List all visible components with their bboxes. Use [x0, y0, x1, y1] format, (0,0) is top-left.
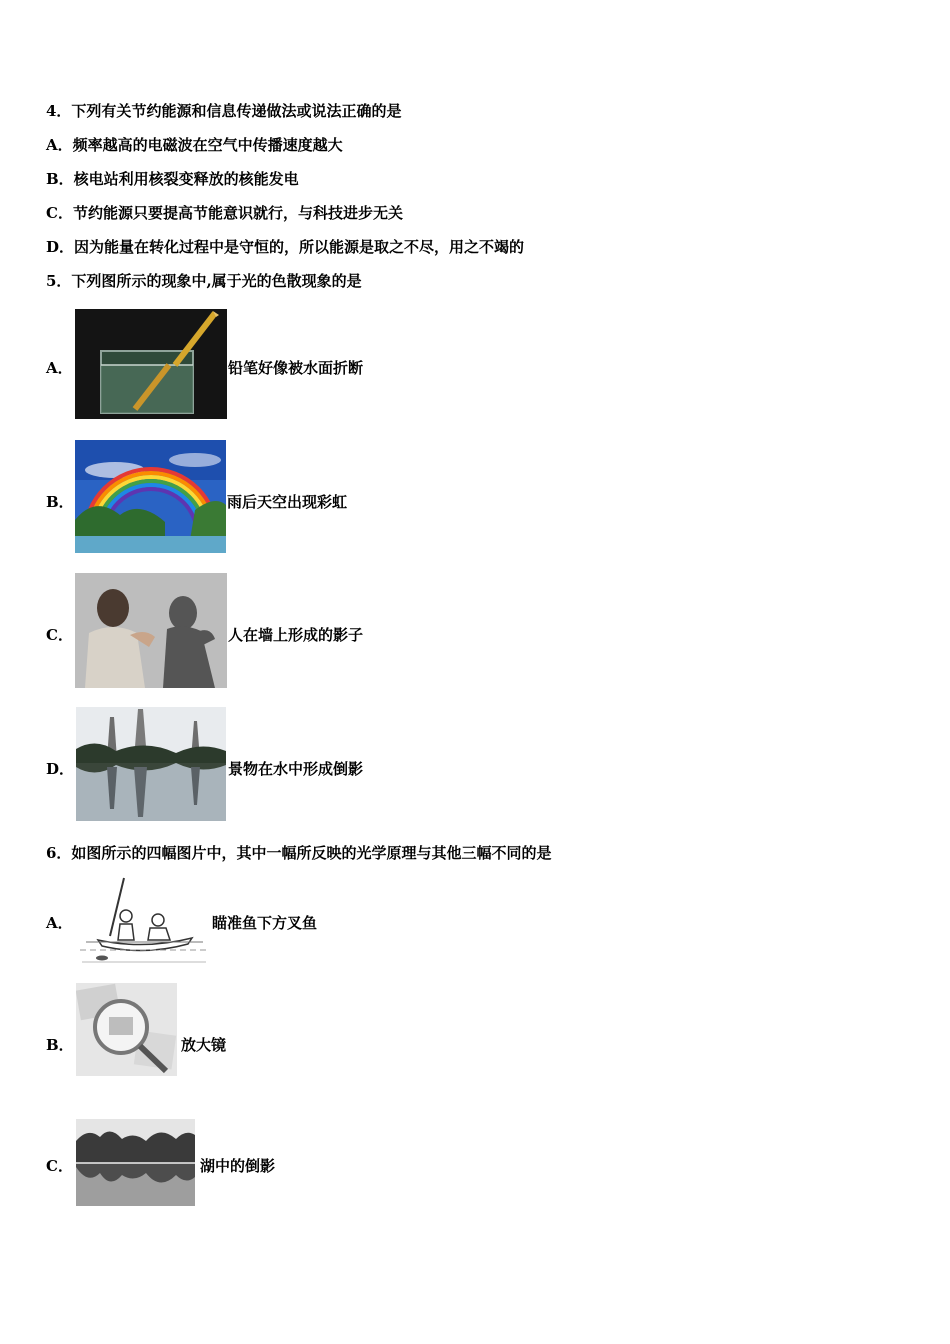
q5-option-a-caption: 铅笔好像被水面折断: [228, 359, 364, 377]
q5-option-c-label: C．: [46, 626, 73, 644]
q4-stem: 4．下列有关节约能源和信息传递做法或说法正确的是: [46, 102, 402, 120]
shadow-on-wall-image: [75, 573, 227, 688]
pagoda-reflection-image: [76, 707, 226, 821]
q5-option-d-label: D．: [46, 760, 75, 778]
pencil-in-water-image: [75, 309, 227, 419]
q6-option-b-caption: 放大镜: [181, 1036, 227, 1054]
q6-option-c-label: C．: [46, 1157, 73, 1175]
q4-option-c: C．节约能源只要提高节能意识就行，与科技进步无关: [46, 204, 403, 222]
q5-option-b-caption: 雨后天空出现彩虹: [227, 493, 348, 511]
q5-option-b-label: B．: [46, 493, 74, 511]
q5-option-a-label: A．: [46, 359, 73, 377]
q5-stem: 5．下列图所示的现象中,属于光的色散现象的是: [46, 272, 362, 290]
q4-option-d: D．因为能量在转化过程中是守恒的，所以能源是取之不尽，用之不竭的: [46, 238, 525, 256]
rainbow-image: [75, 440, 226, 553]
q6-option-a-label: A．: [46, 914, 73, 932]
spear-fishing-image: [78, 876, 211, 966]
q6-option-a-caption: 瞄准鱼下方叉鱼: [212, 914, 318, 932]
magnifier-image: [76, 983, 177, 1076]
q4-option-b: B．核电站利用核裂变释放的核能发电: [46, 170, 299, 188]
q5-option-c-caption: 人在墙上形成的影子: [228, 626, 364, 644]
lake-reflection-image: [76, 1119, 195, 1206]
q6-option-b-label: B．: [46, 1036, 74, 1054]
q4-option-a: A．频率越高的电磁波在空气中传播速度越大: [46, 136, 343, 154]
q5-option-d-caption: 景物在水中形成倒影: [228, 760, 364, 778]
q6-stem: 6．如图所示的四幅图片中，其中一幅所反映的光学原理与其他三幅不同的是: [46, 844, 552, 862]
q6-option-c-caption: 湖中的倒影: [200, 1157, 276, 1175]
